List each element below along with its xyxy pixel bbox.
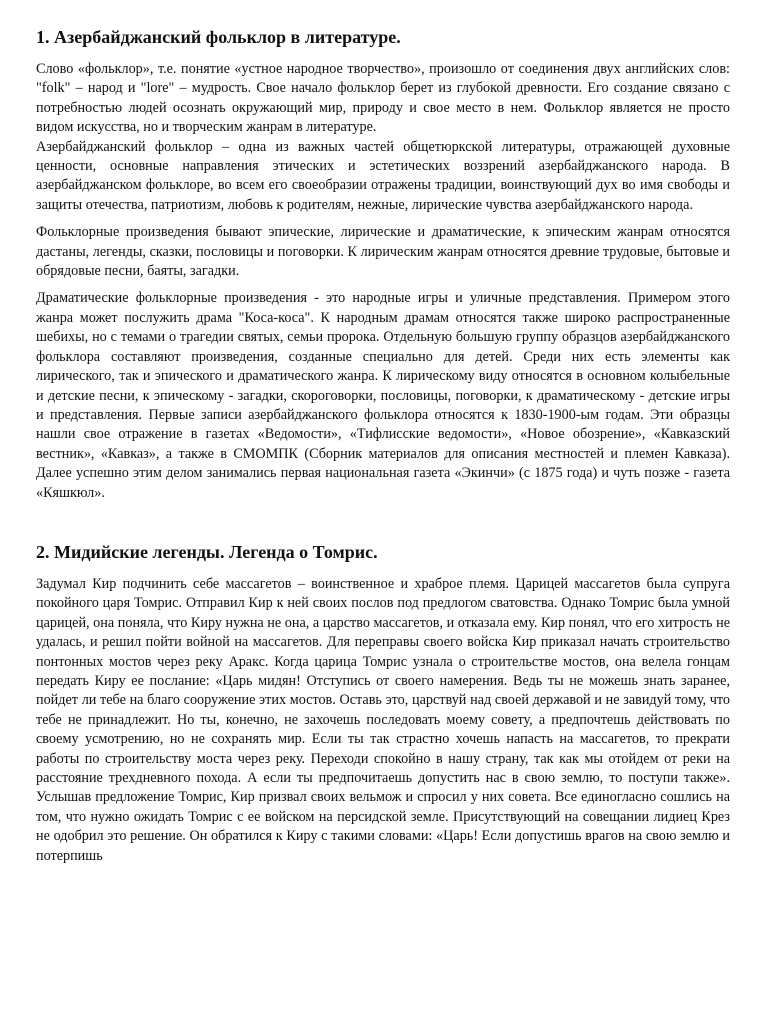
section-2-paragraph-1: Задумал Кир подчинить себе массагетов – воинственное и храброе племя. Царицей массагетов была супруга покойного царя Томрис. Отправил Кир к ней своих послов под предлогом сватовства. Однако Томрис была умной царицей, она поняла, что Киру нужна не она, а царство массагетов, и отказала ему. Кир понял, что его хитрость не удалась, и решил пойти войной на массагетов. Для переправы своего войска Кир приказал начать строительство понтонных мостов через реку Аракс. Когда царица Томрис узнала о строительстве мостов, она велела гонцам передать Киру ее послание: «Царь мидян! Отступись от своего намерения. Ведь ты не можешь знать заранее, пойдет ли тебе на благо сооружение этих мостов. Оставь это, царствуй над своей державой и не завидуй тому, что тебе не принадлежит. Но ты, конечно, не захочешь последовать моему совету, а предпочтешь действовать по своему усмотрению, но не сохранять мир. Если ты так страстно хочешь напасть на массагетов, то прекрати работы по строительству моста через реку. Переходи спокойно в нашу страну, так как мы отойдем от реки на расстояние трехдневного похода. А если ты предпочитаешь допустить нас в свою землю, то поступи также». Услышав предложение Томрис, Кир призвал своих вельмож и спросил у них совета. Все единогласно сошлись на том, что нужно ожидать Томрис с ее войском на персидской земле. Присутствующий на совещании лидиец Крез не одобрил это решение. Он обратился к Киру с такими словами: «Царь! Если допустишь врагов на свою землю и потерпишь	[36, 575, 730, 864]
section-1-heading: 1. Азербайджанский фольклор в литературе.	[36, 27, 401, 47]
section-1-paragraph-3: Фольклорные произведения бывают эпические, лирические и драматические, к эпическим жанрам относятся дастаны, легенды, сказки, пословицы и поговорки. К лирическим жанрам относятся древние трудовые, бытовые и обрядовые песни, баяты, загадки.	[36, 224, 730, 280]
section-2-heading: 2. Мидийские легенды. Легенда о Томрис.	[36, 541, 378, 562]
section-1-paragraph-2: Азербайджанский фольклор – одна из важных частей общетюркской литературы, отражающей духовные ценности, основные направления этических и эстетических воззрений азербайджанского народа. В азербайджанском фольклоре, во всем его своеобразии отражены традиции, воинствующий дух во имя свободы и защиты отечества, патриотизм, любовь к родителям, нежные, лирические чувства азербайджанского народа.	[36, 138, 730, 213]
section-1-paragraph-4: Драматические фольклорные произведения - это народные игры и уличные представления. Примером этого жанра может послужить драма "Коса-коса". К народным драмам относятся также широко распространенные шебихы, но с темами о трагедии святых, семьи пророка. Отдельную большую группу образцов азербайджанского фольклора составляют произведения, созданные специально для детей. Среди них есть элементы как лирического, так и эпического и драматического жанра. К лирическому виду относятся в основном колыбельные и детские песни, к эпическому - загадки, скороговорки, пословицы, поговорки, к драматическому - детские игры и представления. Первые записи азербайджанского фольклора относятся к 1830-1900-ым годам. Эти образцы нашли свое отражение в газетах «Ведомости», «Тифлисские ведомости», «Новое обозрение», «Кавказский вестник», «Кавказ», а также в СМОМПК (Сборник материалов для описания местностей и племен Кавказа). Далее успешно этим делом занимались первая национальная газета «Экинчи» (с 1875 года) и чуть позже - газета «Кяшкюл».	[36, 290, 730, 501]
document-content	[36, 26, 730, 866]
section-1-paragraph-1: Слово «фольклор», т.е. понятие «устное народное творчество», произошло от соединения двух английских слов: "folk" – народ и "lore" – мудрость. Свое начало фольклор берет из глубокой древности. Его создание связано с потребностью людей осознать окружающий мир, природу и свое место в нем. Фольклор является не просто видом искусства, но и творческим жанрам в литературе.	[36, 61, 730, 136]
